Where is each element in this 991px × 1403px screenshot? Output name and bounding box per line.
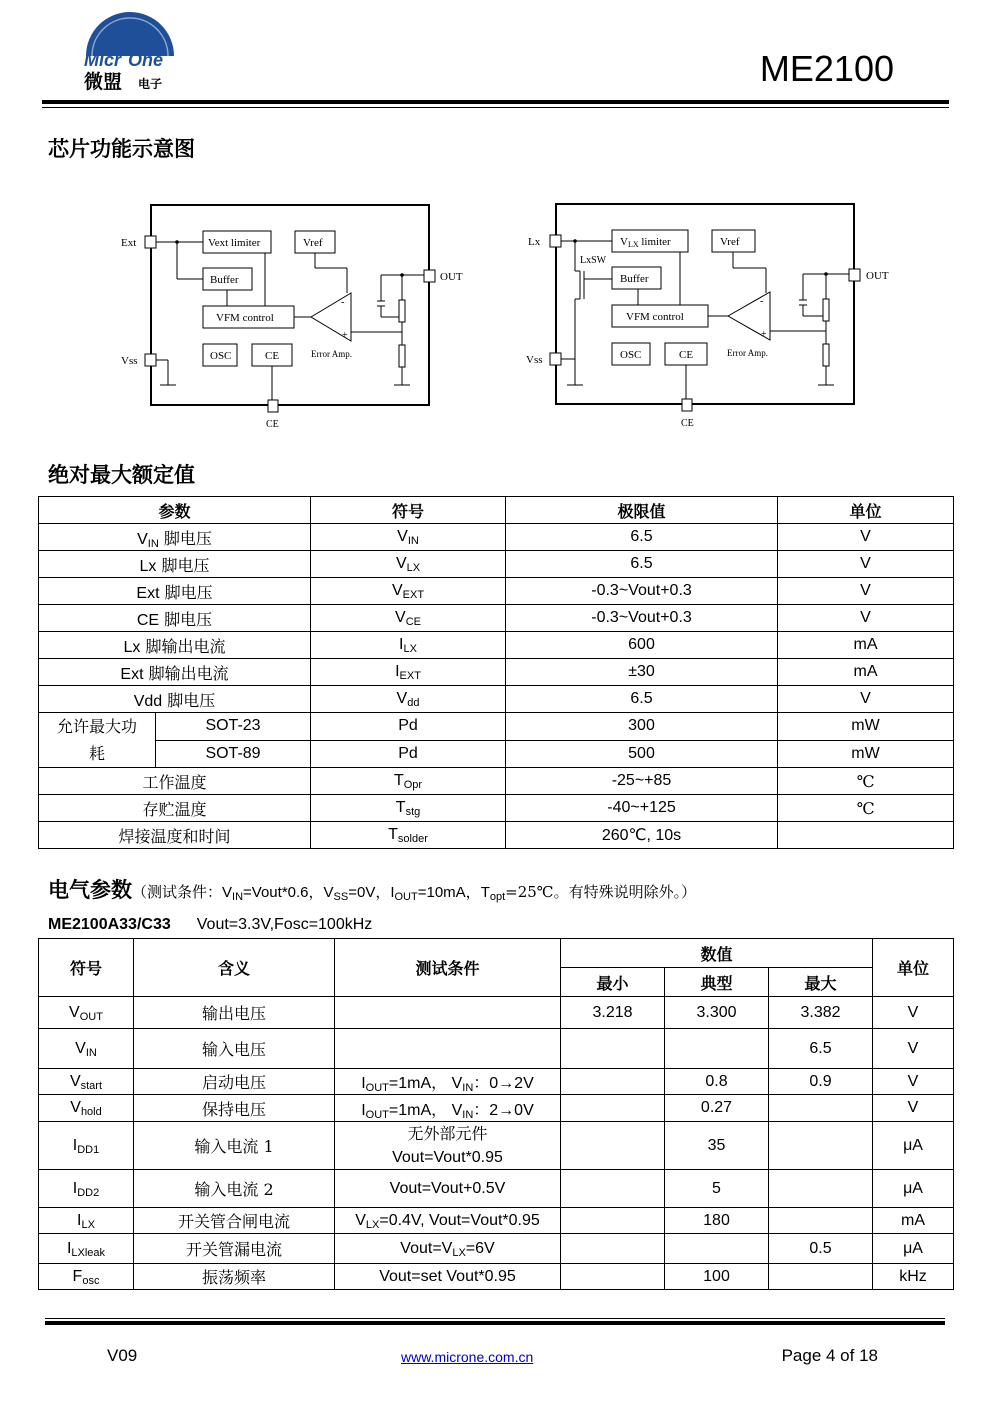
table-row: $I_{DD2}$ 输入电流 2 Vout=Vout+0.5V 5 μA [39, 1170, 954, 1208]
table-row: $I_{LX}$ 开关管合闸电流 $V_{LX}=0.4V$, Vout=Vout*0.95 180 mA [39, 1208, 954, 1234]
table-row: $F_{osc}$ 振荡频率 Vout=set Vout*0.95 100 kHz [39, 1264, 954, 1290]
svg-text:CE: CE [679, 349, 694, 361]
table-header-row [39, 497, 954, 524]
header-param: 参数 [39, 497, 311, 524]
svg-text:CE: CE [681, 418, 694, 429]
header-limit: 极限值 [506, 497, 778, 524]
table-row: 工作温度 $T_{Opr}$ -25~+85 ℃ [39, 768, 954, 795]
svg-text:Vref: Vref [720, 236, 740, 248]
svg-text:电子: 电子 [138, 77, 163, 91]
svg-text:Error Amp.: Error Amp. [311, 349, 352, 359]
company-logo [78, 8, 183, 93]
table-subheader-row: 最小 典型 最大 [39, 968, 954, 997]
table-row: Vdd 脚电压 $V_{dd}$ 6.5 V [39, 686, 954, 713]
abs-max-table [38, 496, 954, 849]
block-diagram-left [115, 195, 475, 440]
table-row: Lx 脚输出电流 $I_{LX}$ 600 mA [39, 632, 954, 659]
svg-text:VFM control: VFM control [216, 312, 274, 324]
svg-text:Error Amp.: Error Amp. [727, 348, 768, 358]
header-symbol: 符号 [311, 497, 506, 524]
svg-text:微盟: 微盟 [84, 71, 123, 93]
electrical-table [38, 938, 954, 1290]
table-row: Ext 脚电压 $V_{EXT}$ -0.3~Vout+0.3 V [39, 578, 954, 605]
section-title-electrical: 电气参数（测试条件：$V_{IN}=Vout*0.6$，$V_{SS}=0V$，$I_{OUT}=10mA$，$T_{opt}=25℃$。有特殊说明除外。） [48, 878, 697, 903]
svg-text:Buffer: Buffer [210, 274, 239, 286]
table-row: $V_{IN}$ 脚电压 $V_{IN}$ 6.5 V [39, 524, 954, 551]
footer-version: V09 [107, 1346, 138, 1365]
table-row: $I_{DD1}$ 输入电流 1 无外部元件 Vout=Vout*0.95 35 μA [39, 1122, 954, 1170]
svg-text:One: One [128, 50, 164, 70]
document-id: ME2100 [759, 48, 894, 89]
svg-text:VLX limiter: VLX limiter [620, 236, 671, 249]
svg-text:CE: CE [265, 350, 280, 362]
header-rule [42, 100, 949, 104]
table-row: 允许最大功 耗 SOT-23 Pd 300 mW [39, 713, 954, 741]
svg-text:+: + [761, 329, 767, 340]
table-row: $V_{IN}$ 输入电压 6.5 V [39, 1029, 954, 1069]
svg-text:OSC: OSC [210, 350, 232, 362]
model-line: ME2100A33/C33 Vout=3.3V,Fosc=100kHz [48, 916, 373, 933]
svg-text:Vref: Vref [303, 237, 323, 249]
svg-text:Vss: Vss [121, 355, 138, 367]
svg-text:OUT: OUT [866, 270, 889, 282]
footer-website-link[interactable]: www.microne.com.cn [401, 1349, 534, 1365]
table-row: Lx 脚电压 $V_{LX}$ 6.5 V [39, 551, 954, 578]
svg-text:CE: CE [266, 419, 279, 430]
table-row: $V_{start}$ 启动电压 $I_{OUT}=1mA$， $V_{IN}$：0→2V 0.8 0.9 V [39, 1069, 954, 1095]
section-title-block-diagram: 芯片功能示意图 [48, 137, 195, 161]
table-row: $V_{OUT}$ 输出电压 3.218 3.300 3.382 V [39, 997, 954, 1029]
table-row: CE 脚电压 $V_{CE}$ -0.3~Vout+0.3 V [39, 605, 954, 632]
svg-text:Lx: Lx [528, 236, 541, 248]
header-rule-thin [42, 107, 949, 108]
svg-text:Micr: Micr [84, 50, 122, 70]
table-row: $I_{LXleak}$ 开关管漏电流 $Vout=V_{LX}=6V$ 0.5 μA [39, 1234, 954, 1264]
table-row: SOT-89 Pd 500 mW [39, 740, 954, 768]
svg-text:-: - [341, 297, 345, 308]
svg-text:Ext: Ext [121, 237, 137, 249]
section-title-abs-max: 绝对最大额定值 [48, 463, 195, 487]
svg-text:OSC: OSC [620, 349, 642, 361]
svg-text:LxSW: LxSW [580, 255, 607, 266]
table-row: Ext 脚输出电流 $I_{EXT}$ ±30 mA [39, 659, 954, 686]
svg-text:Vext limiter: Vext limiter [208, 237, 261, 249]
svg-text:+: + [342, 330, 348, 341]
svg-text:-: - [760, 296, 764, 307]
footer-page-number: Page 4 of 18 [781, 1346, 878, 1365]
svg-text:VFM control: VFM control [626, 311, 684, 323]
footer-rule [45, 1321, 945, 1325]
header-unit: 单位 [778, 497, 954, 524]
table-row: 焊接温度和时间 $T_{solder}$ 260℃, 10s [39, 822, 954, 849]
footer-rule-thin [45, 1318, 945, 1319]
table-row: 存贮温度 $T_{stg}$ -40~+125 ℃ [39, 795, 954, 822]
svg-text:Buffer: Buffer [620, 273, 649, 285]
block-diagram-right [520, 195, 900, 440]
table-header-row: 符号 含义 测试条件 数值 单位 [39, 939, 954, 968]
svg-text:Vss: Vss [526, 354, 543, 366]
table-row: $V_{hold}$ 保持电压 $I_{OUT}=1mA$， $V_{IN}$：2→0V 0.27 V [39, 1095, 954, 1122]
svg-text:OUT: OUT [440, 271, 463, 283]
